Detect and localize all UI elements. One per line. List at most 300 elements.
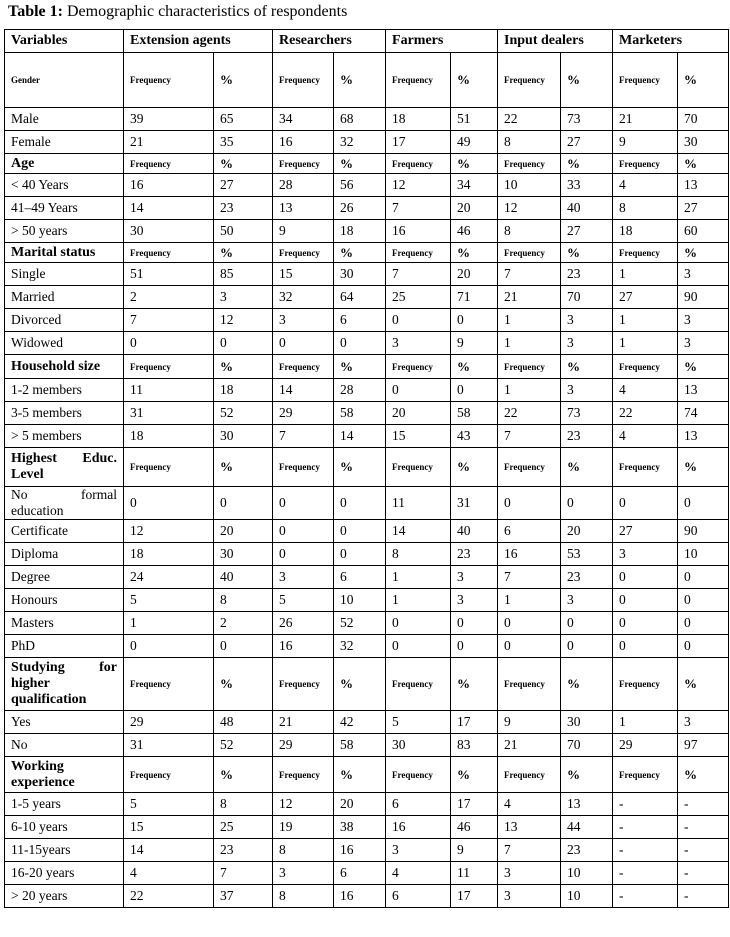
percent-subheader: % bbox=[451, 53, 498, 108]
table-row bbox=[5, 425, 729, 448]
column-header-extension-agents: Extension agents bbox=[124, 30, 273, 53]
percent-cell: 14 bbox=[334, 425, 386, 448]
percent-cell: 37 bbox=[214, 885, 273, 908]
percent-cell: 0 bbox=[561, 635, 613, 658]
frequency-cell: 6 bbox=[386, 885, 451, 908]
frequency-cell: 3 bbox=[386, 839, 451, 862]
percent-cell: 20 bbox=[451, 197, 498, 220]
percent-subheader: % bbox=[561, 658, 613, 711]
frequency-cell: 22 bbox=[124, 885, 214, 908]
percent-cell: 33 bbox=[561, 174, 613, 197]
percent-subheader: % bbox=[334, 355, 386, 379]
percent-cell: 0 bbox=[451, 309, 498, 332]
percent-cell: 64 bbox=[334, 286, 386, 309]
table-row bbox=[5, 839, 729, 862]
percent-subheader: % bbox=[678, 658, 729, 711]
table-row bbox=[5, 862, 729, 885]
frequency-cell: 0 bbox=[498, 487, 561, 520]
percent-cell: 65 bbox=[214, 108, 273, 131]
section-label: Household size bbox=[5, 355, 124, 379]
row-label: 16-20 years bbox=[5, 862, 124, 885]
table-row bbox=[5, 816, 729, 839]
frequency-cell: 17 bbox=[386, 131, 451, 154]
percent-cell: 71 bbox=[451, 286, 498, 309]
percent-subheader: % bbox=[451, 355, 498, 379]
table-row bbox=[5, 543, 729, 566]
percent-subheader: % bbox=[678, 53, 729, 108]
section-label: Highest Educ. Level bbox=[5, 448, 124, 487]
frequency-cell: 0 bbox=[613, 487, 678, 520]
percent-cell: 27 bbox=[561, 131, 613, 154]
percent-cell: 58 bbox=[334, 734, 386, 757]
frequency-cell: 0 bbox=[613, 589, 678, 612]
frequency-cell: 2 bbox=[124, 286, 214, 309]
table-title: Demographic characteristics of respondents bbox=[62, 3, 348, 20]
percent-cell: 3 bbox=[561, 379, 613, 402]
frequency-cell: 4 bbox=[613, 174, 678, 197]
row-label: Honours bbox=[5, 589, 124, 612]
header-row bbox=[5, 30, 729, 53]
percent-cell: - bbox=[678, 816, 729, 839]
frequency-cell: 1 bbox=[613, 263, 678, 286]
frequency-cell: 4 bbox=[124, 862, 214, 885]
frequency-subheader: Frequency bbox=[498, 448, 561, 487]
percent-cell: 31 bbox=[451, 487, 498, 520]
percent-subheader: % bbox=[678, 448, 729, 487]
frequency-cell: 1 bbox=[613, 332, 678, 355]
frequency-cell: 29 bbox=[273, 734, 334, 757]
table-row bbox=[5, 309, 729, 332]
percent-cell: 70 bbox=[678, 108, 729, 131]
percent-cell: 17 bbox=[451, 711, 498, 734]
frequency-subheader: Frequency bbox=[273, 243, 334, 263]
frequency-cell: 0 bbox=[386, 379, 451, 402]
frequency-cell: 7 bbox=[498, 566, 561, 589]
frequency-cell: 1 bbox=[124, 612, 214, 635]
percent-cell: 38 bbox=[334, 816, 386, 839]
frequency-cell: 7 bbox=[386, 263, 451, 286]
percent-cell: 0 bbox=[334, 543, 386, 566]
frequency-cell: 11 bbox=[124, 379, 214, 402]
table-row bbox=[5, 402, 729, 425]
percent-subheader: % bbox=[214, 53, 273, 108]
percent-subheader: % bbox=[561, 355, 613, 379]
percent-cell: 3 bbox=[451, 566, 498, 589]
table-row bbox=[5, 589, 729, 612]
table-caption bbox=[8, 2, 347, 22]
frequency-cell: 29 bbox=[613, 734, 678, 757]
table-row bbox=[5, 108, 729, 131]
percent-cell: 3 bbox=[451, 589, 498, 612]
frequency-cell: 15 bbox=[386, 425, 451, 448]
section-label: Working experience bbox=[5, 757, 124, 793]
frequency-cell: 32 bbox=[273, 286, 334, 309]
frequency-cell: 8 bbox=[498, 131, 561, 154]
frequency-cell: 8 bbox=[498, 220, 561, 243]
percent-subheader: % bbox=[451, 154, 498, 174]
percent-cell: 13 bbox=[678, 379, 729, 402]
percent-cell: 20 bbox=[451, 263, 498, 286]
frequency-cell: 51 bbox=[124, 263, 214, 286]
percent-cell: 30 bbox=[561, 711, 613, 734]
percent-cell: 23 bbox=[214, 197, 273, 220]
frequency-cell: 14 bbox=[124, 197, 214, 220]
row-label: PhD bbox=[5, 635, 124, 658]
table-row bbox=[5, 711, 729, 734]
percent-cell: 28 bbox=[334, 379, 386, 402]
frequency-cell: 34 bbox=[273, 108, 334, 131]
percent-cell: 52 bbox=[214, 402, 273, 425]
frequency-subheader: Frequency bbox=[498, 53, 561, 108]
frequency-cell: 12 bbox=[124, 520, 214, 543]
percent-cell: 3 bbox=[561, 309, 613, 332]
table-row bbox=[5, 332, 729, 355]
frequency-cell: 5 bbox=[124, 589, 214, 612]
percent-cell: 16 bbox=[334, 885, 386, 908]
frequency-subheader: Frequency bbox=[613, 448, 678, 487]
frequency-subheader: Frequency bbox=[124, 448, 214, 487]
frequency-cell: 31 bbox=[124, 734, 214, 757]
percent-subheader: % bbox=[561, 243, 613, 263]
frequency-cell: - bbox=[613, 885, 678, 908]
percent-cell: - bbox=[678, 793, 729, 816]
column-header-marketers: Marketers bbox=[613, 30, 729, 53]
percent-cell: 6 bbox=[334, 862, 386, 885]
table-row bbox=[5, 520, 729, 543]
frequency-subheader: Frequency bbox=[613, 658, 678, 711]
frequency-cell: 3 bbox=[498, 885, 561, 908]
percent-subheader: % bbox=[561, 53, 613, 108]
percent-cell: 3 bbox=[678, 332, 729, 355]
frequency-cell: 3 bbox=[273, 309, 334, 332]
column-header-input-dealers: Input dealers bbox=[498, 30, 613, 53]
table-row bbox=[5, 197, 729, 220]
percent-cell: 23 bbox=[561, 566, 613, 589]
column-header-variables: Variables bbox=[5, 30, 124, 53]
percent-cell: 90 bbox=[678, 286, 729, 309]
frequency-cell: 1 bbox=[498, 332, 561, 355]
percent-cell: 56 bbox=[334, 174, 386, 197]
frequency-cell: 12 bbox=[498, 197, 561, 220]
percent-cell: 73 bbox=[561, 108, 613, 131]
percent-cell: 32 bbox=[334, 635, 386, 658]
percent-cell: 32 bbox=[334, 131, 386, 154]
row-label: Widowed bbox=[5, 332, 124, 355]
row-label: > 5 members bbox=[5, 425, 124, 448]
row-label: 1-2 members bbox=[5, 379, 124, 402]
percent-cell: 20 bbox=[561, 520, 613, 543]
frequency-cell: 0 bbox=[273, 520, 334, 543]
percent-cell: 90 bbox=[678, 520, 729, 543]
percent-subheader: % bbox=[214, 355, 273, 379]
frequency-cell: 9 bbox=[273, 220, 334, 243]
percent-cell: 34 bbox=[451, 174, 498, 197]
percent-cell: 13 bbox=[678, 425, 729, 448]
frequency-subheader: Frequency bbox=[498, 355, 561, 379]
section-header-row-gender bbox=[5, 53, 729, 108]
percent-cell: 23 bbox=[214, 839, 273, 862]
frequency-cell: 4 bbox=[498, 793, 561, 816]
frequency-cell: 8 bbox=[386, 543, 451, 566]
percent-subheader: % bbox=[561, 154, 613, 174]
frequency-subheader: Frequency bbox=[498, 658, 561, 711]
section-header-row-studying-for-higher-qualification bbox=[5, 658, 729, 711]
percent-cell: 44 bbox=[561, 816, 613, 839]
percent-cell: 40 bbox=[451, 520, 498, 543]
percent-cell: 6 bbox=[334, 309, 386, 332]
frequency-subheader: Frequency bbox=[273, 757, 334, 793]
frequency-cell: 0 bbox=[498, 612, 561, 635]
frequency-cell: 0 bbox=[613, 566, 678, 589]
row-label: Male bbox=[5, 108, 124, 131]
section-label: Marital status bbox=[5, 243, 124, 263]
percent-subheader: % bbox=[214, 658, 273, 711]
table-row bbox=[5, 174, 729, 197]
percent-cell: 70 bbox=[561, 734, 613, 757]
percent-cell: 0 bbox=[561, 487, 613, 520]
percent-cell: 16 bbox=[334, 839, 386, 862]
frequency-subheader: Frequency bbox=[613, 243, 678, 263]
frequency-cell: 0 bbox=[124, 332, 214, 355]
percent-cell: 60 bbox=[678, 220, 729, 243]
percent-subheader: % bbox=[561, 448, 613, 487]
frequency-cell: 5 bbox=[124, 793, 214, 816]
frequency-subheader: Frequency bbox=[124, 154, 214, 174]
frequency-cell: 4 bbox=[386, 862, 451, 885]
frequency-cell: 0 bbox=[273, 332, 334, 355]
percent-cell: 49 bbox=[451, 131, 498, 154]
frequency-subheader: Frequency bbox=[498, 154, 561, 174]
frequency-cell: 1 bbox=[386, 566, 451, 589]
table-row bbox=[5, 131, 729, 154]
frequency-cell: 7 bbox=[498, 425, 561, 448]
percent-cell: 11 bbox=[451, 862, 498, 885]
percent-cell: 46 bbox=[451, 220, 498, 243]
row-label: No bbox=[5, 734, 124, 757]
frequency-cell: 6 bbox=[386, 793, 451, 816]
row-label: Female bbox=[5, 131, 124, 154]
frequency-cell: 21 bbox=[124, 131, 214, 154]
frequency-cell: 1 bbox=[613, 711, 678, 734]
percent-cell: 17 bbox=[451, 793, 498, 816]
percent-cell: 58 bbox=[334, 402, 386, 425]
frequency-cell: 19 bbox=[273, 816, 334, 839]
percent-cell: 27 bbox=[214, 174, 273, 197]
percent-cell: 40 bbox=[561, 197, 613, 220]
percent-cell: 40 bbox=[214, 566, 273, 589]
frequency-cell: 1 bbox=[498, 379, 561, 402]
section-header-row-age bbox=[5, 154, 729, 174]
section-header-row-working-experience bbox=[5, 757, 729, 793]
frequency-subheader: Frequency bbox=[386, 53, 451, 108]
percent-cell: 58 bbox=[451, 402, 498, 425]
frequency-cell: 0 bbox=[124, 487, 214, 520]
frequency-cell: 27 bbox=[613, 520, 678, 543]
row-label: Yes bbox=[5, 711, 124, 734]
frequency-cell: 1 bbox=[386, 589, 451, 612]
frequency-cell: 26 bbox=[273, 612, 334, 635]
frequency-cell: 39 bbox=[124, 108, 214, 131]
frequency-cell: 9 bbox=[613, 131, 678, 154]
percent-cell: - bbox=[678, 862, 729, 885]
frequency-cell: 7 bbox=[386, 197, 451, 220]
percent-cell: 13 bbox=[561, 793, 613, 816]
percent-subheader: % bbox=[334, 243, 386, 263]
percent-cell: 20 bbox=[334, 793, 386, 816]
percent-cell: 0 bbox=[214, 332, 273, 355]
table-row bbox=[5, 793, 729, 816]
frequency-cell: 29 bbox=[273, 402, 334, 425]
frequency-cell: 5 bbox=[386, 711, 451, 734]
table-row bbox=[5, 612, 729, 635]
table-number: Table 1: bbox=[8, 3, 63, 20]
percent-cell: 0 bbox=[678, 566, 729, 589]
frequency-cell: 0 bbox=[273, 543, 334, 566]
frequency-cell: - bbox=[613, 816, 678, 839]
percent-cell: 6 bbox=[334, 566, 386, 589]
percent-cell: 13 bbox=[678, 174, 729, 197]
frequency-subheader: Frequency bbox=[498, 757, 561, 793]
percent-cell: 20 bbox=[214, 520, 273, 543]
frequency-cell: 7 bbox=[273, 425, 334, 448]
percent-cell: 0 bbox=[678, 612, 729, 635]
frequency-cell: 7 bbox=[498, 263, 561, 286]
percent-cell: - bbox=[678, 885, 729, 908]
frequency-cell: 30 bbox=[386, 734, 451, 757]
frequency-subheader: Frequency bbox=[386, 154, 451, 174]
percent-cell: 3 bbox=[561, 589, 613, 612]
row-label: 41–49 Years bbox=[5, 197, 124, 220]
section-label: Gender bbox=[5, 53, 124, 108]
percent-cell: 26 bbox=[334, 197, 386, 220]
frequency-cell: 18 bbox=[386, 108, 451, 131]
percent-cell: 23 bbox=[561, 263, 613, 286]
percent-cell: 8 bbox=[214, 793, 273, 816]
frequency-cell: 1 bbox=[498, 589, 561, 612]
percent-cell: 74 bbox=[678, 402, 729, 425]
frequency-cell: 9 bbox=[498, 711, 561, 734]
percent-cell: 52 bbox=[334, 612, 386, 635]
percent-cell: 0 bbox=[214, 487, 273, 520]
frequency-cell: 16 bbox=[498, 543, 561, 566]
section-header-row-marital-status bbox=[5, 243, 729, 263]
frequency-subheader: Frequency bbox=[386, 757, 451, 793]
table-row bbox=[5, 566, 729, 589]
frequency-cell: 4 bbox=[613, 379, 678, 402]
frequency-cell: 29 bbox=[124, 711, 214, 734]
percent-cell: 30 bbox=[678, 131, 729, 154]
percent-subheader: % bbox=[561, 757, 613, 793]
percent-cell: 9 bbox=[451, 332, 498, 355]
frequency-cell: 15 bbox=[124, 816, 214, 839]
percent-cell: 3 bbox=[678, 711, 729, 734]
percent-subheader: % bbox=[334, 53, 386, 108]
row-label: > 50 years bbox=[5, 220, 124, 243]
frequency-cell: 8 bbox=[273, 839, 334, 862]
percent-cell: 25 bbox=[214, 816, 273, 839]
percent-cell: 0 bbox=[214, 635, 273, 658]
percent-cell: 23 bbox=[561, 425, 613, 448]
row-label: > 20 years bbox=[5, 885, 124, 908]
percent-cell: 0 bbox=[451, 379, 498, 402]
frequency-cell: 6 bbox=[498, 520, 561, 543]
percent-cell: 30 bbox=[334, 263, 386, 286]
percent-cell: 10 bbox=[561, 862, 613, 885]
frequency-subheader: Frequency bbox=[124, 53, 214, 108]
table-row bbox=[5, 220, 729, 243]
frequency-cell: 18 bbox=[124, 425, 214, 448]
percent-subheader: % bbox=[214, 243, 273, 263]
percent-cell: 27 bbox=[678, 197, 729, 220]
frequency-cell: 0 bbox=[386, 635, 451, 658]
frequency-cell: - bbox=[613, 862, 678, 885]
frequency-cell: 16 bbox=[273, 635, 334, 658]
frequency-cell: 25 bbox=[386, 286, 451, 309]
percent-cell: 27 bbox=[561, 220, 613, 243]
row-label: Single bbox=[5, 263, 124, 286]
frequency-cell: 12 bbox=[386, 174, 451, 197]
percent-cell: 3 bbox=[214, 286, 273, 309]
percent-cell: 30 bbox=[214, 425, 273, 448]
frequency-cell: 22 bbox=[498, 108, 561, 131]
frequency-cell: 8 bbox=[273, 885, 334, 908]
frequency-cell: - bbox=[613, 839, 678, 862]
row-label: Degree bbox=[5, 566, 124, 589]
percent-cell: 23 bbox=[561, 839, 613, 862]
frequency-cell: 18 bbox=[124, 543, 214, 566]
row-label: 1-5 years bbox=[5, 793, 124, 816]
percent-cell: 3 bbox=[678, 309, 729, 332]
percent-subheader: % bbox=[214, 448, 273, 487]
column-header-farmers: Farmers bbox=[386, 30, 498, 53]
frequency-cell: 7 bbox=[124, 309, 214, 332]
percent-cell: 46 bbox=[451, 816, 498, 839]
frequency-subheader: Frequency bbox=[613, 757, 678, 793]
row-label: 6-10 years bbox=[5, 816, 124, 839]
frequency-cell: 21 bbox=[498, 286, 561, 309]
percent-cell: 3 bbox=[561, 332, 613, 355]
percent-cell: 85 bbox=[214, 263, 273, 286]
frequency-cell: 1 bbox=[613, 309, 678, 332]
percent-cell: 0 bbox=[678, 635, 729, 658]
frequency-cell: 12 bbox=[273, 793, 334, 816]
frequency-subheader: Frequency bbox=[386, 658, 451, 711]
frequency-cell: 15 bbox=[273, 263, 334, 286]
frequency-cell: 0 bbox=[124, 635, 214, 658]
frequency-cell: 7 bbox=[498, 839, 561, 862]
percent-cell: 42 bbox=[334, 711, 386, 734]
table-row bbox=[5, 487, 729, 520]
frequency-subheader: Frequency bbox=[273, 658, 334, 711]
frequency-cell: 14 bbox=[386, 520, 451, 543]
percent-cell: 17 bbox=[451, 885, 498, 908]
column-header-researchers: Researchers bbox=[273, 30, 386, 53]
percent-subheader: % bbox=[678, 154, 729, 174]
percent-subheader: % bbox=[214, 154, 273, 174]
frequency-subheader: Frequency bbox=[124, 355, 214, 379]
frequency-cell: 18 bbox=[613, 220, 678, 243]
frequency-subheader: Frequency bbox=[613, 154, 678, 174]
percent-cell: 10 bbox=[561, 885, 613, 908]
frequency-subheader: Frequency bbox=[124, 243, 214, 263]
frequency-cell: 3 bbox=[498, 862, 561, 885]
frequency-cell: 30 bbox=[124, 220, 214, 243]
frequency-cell: 3 bbox=[273, 566, 334, 589]
percent-cell: 12 bbox=[214, 309, 273, 332]
frequency-cell: 20 bbox=[386, 402, 451, 425]
percent-cell: 68 bbox=[334, 108, 386, 131]
frequency-cell: 24 bbox=[124, 566, 214, 589]
